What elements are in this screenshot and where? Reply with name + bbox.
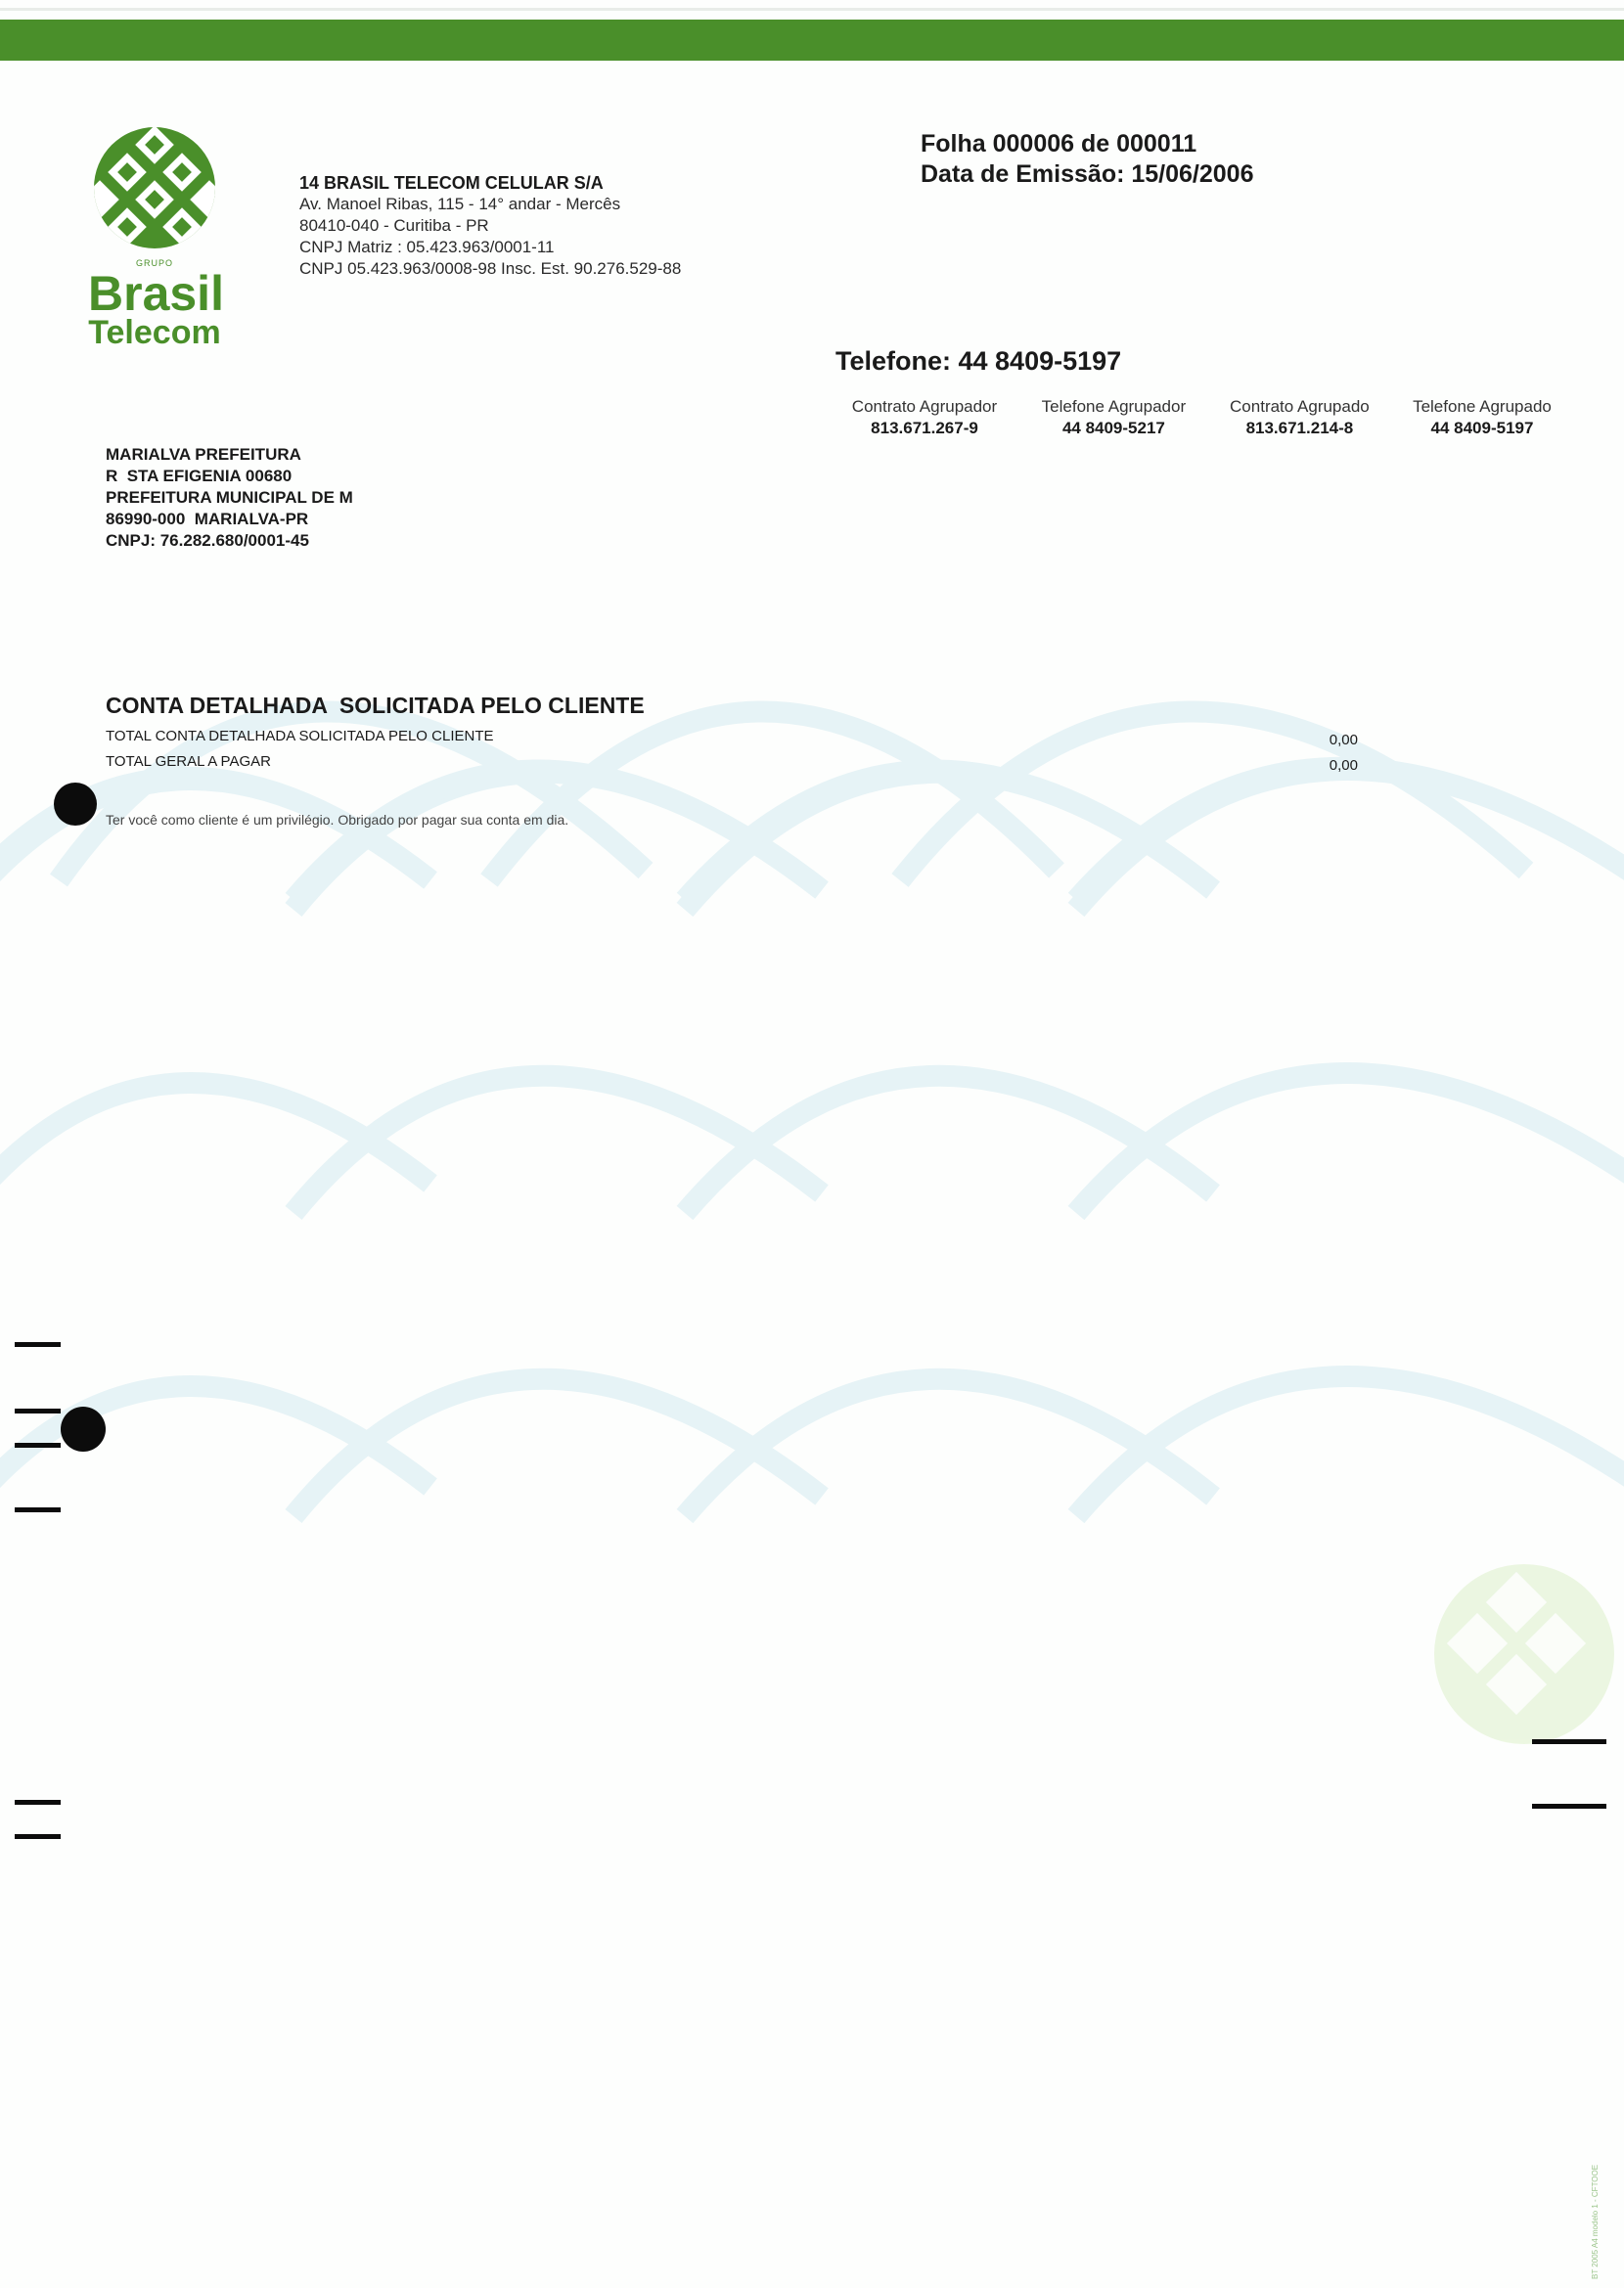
printer-tick-mark xyxy=(15,1342,61,1347)
customer-city: 86990-000 MARIALVA-PR xyxy=(106,510,309,528)
detail-totals xyxy=(106,728,1368,779)
top-edge-line xyxy=(0,8,1624,11)
printer-tick-mark xyxy=(15,1507,61,1512)
printer-tick-mark xyxy=(15,1834,61,1839)
customer-address xyxy=(106,444,517,552)
printer-tick-mark xyxy=(1532,1804,1606,1809)
customer-cnpj: CNPJ: 76.282.680/0001-45 xyxy=(106,531,309,550)
detail-row-label: TOTAL CONTA DETALHADA SOLICITADA PELO CLIENTE xyxy=(106,728,494,744)
detail-row-total-conta xyxy=(106,728,1368,753)
value-contrato-agrupador: 813.671.267-9 xyxy=(871,419,978,437)
value-contrato-agrupado: 813.671.214-8 xyxy=(1245,419,1354,437)
customer-line3: PREFEITURA MUNICIPAL DE M xyxy=(106,488,353,507)
detail-row-label: TOTAL GERAL A PAGAR xyxy=(106,753,271,770)
company-cnpj-filial: CNPJ 05.423.963/0008-98 Insc. Est. 90.276.529-88 xyxy=(299,259,682,278)
detail-row-total-geral xyxy=(106,753,1368,779)
printer-tick-mark xyxy=(15,1443,61,1448)
brasil-telecom-globe-icon xyxy=(92,125,217,250)
logo-word-brasil: Brasil xyxy=(88,266,224,321)
printer-tick-mark xyxy=(15,1409,61,1413)
logo-watermark-icon xyxy=(1426,1561,1622,1747)
header-telefone-agrupado: Telefone Agrupado xyxy=(1413,397,1552,416)
printer-tick-mark xyxy=(1532,1739,1606,1744)
company-address: Av. Manoel Ribas, 115 - 14° andar - Mercês xyxy=(299,195,621,213)
thanks-message: Ter você como cliente é um privilégio. Obrigado por pagar sua conta em dia. xyxy=(106,812,569,828)
emission-date: Data de Emissão: 15/06/2006 xyxy=(921,160,1254,188)
green-header-bar xyxy=(0,20,1624,61)
detail-row-value: 0,00 xyxy=(1329,732,1358,748)
logo-word-telecom: Telecom xyxy=(88,314,221,351)
logo-group-text: GRUPO xyxy=(135,258,173,268)
value-telefone-agrupado: 44 8409-5197 xyxy=(1430,419,1534,437)
group-header-row xyxy=(830,397,1573,417)
customer-street: R STA EFIGENIA 00680 xyxy=(106,467,293,485)
header-contrato-agrupado: Contrato Agrupado xyxy=(1230,397,1370,416)
company-info xyxy=(299,172,808,280)
value-telefone-agrupador: 44 8409-5217 xyxy=(1061,419,1165,437)
phone-number-title: Telefone: 44 8409-5197 xyxy=(835,346,1122,376)
sheet-info xyxy=(921,129,1429,190)
detail-row-value: 0,00 xyxy=(1329,757,1358,774)
header-contrato-agrupador: Contrato Agrupador xyxy=(851,397,998,416)
detail-section-title: CONTA DETALHADA SOLICITADA PELO CLIENTE xyxy=(106,693,645,718)
company-name: 14 BRASIL TELECOM CELULAR S/A xyxy=(299,173,604,193)
header-telefone-agrupador: Telefone Agrupador xyxy=(1041,397,1187,416)
sheet-number: Folha 000006 de 000011 xyxy=(921,130,1197,157)
group-contract-table xyxy=(830,397,1573,440)
brasil-telecom-logo xyxy=(88,125,225,351)
company-city: 80410-040 - Curitiba - PR xyxy=(299,216,489,235)
company-cnpj-matriz: CNPJ Matriz : 05.423.963/0001-11 xyxy=(299,238,555,256)
customer-name: MARIALVA PREFEITURA xyxy=(106,445,301,464)
punch-hole-mark xyxy=(61,1407,106,1452)
printer-tick-mark xyxy=(15,1800,61,1805)
group-value-row xyxy=(830,417,1573,440)
punch-hole-mark xyxy=(54,783,97,826)
side-print-code: BT 2005 A4 modelo 1 - CFTOOE xyxy=(1591,2164,1600,2279)
